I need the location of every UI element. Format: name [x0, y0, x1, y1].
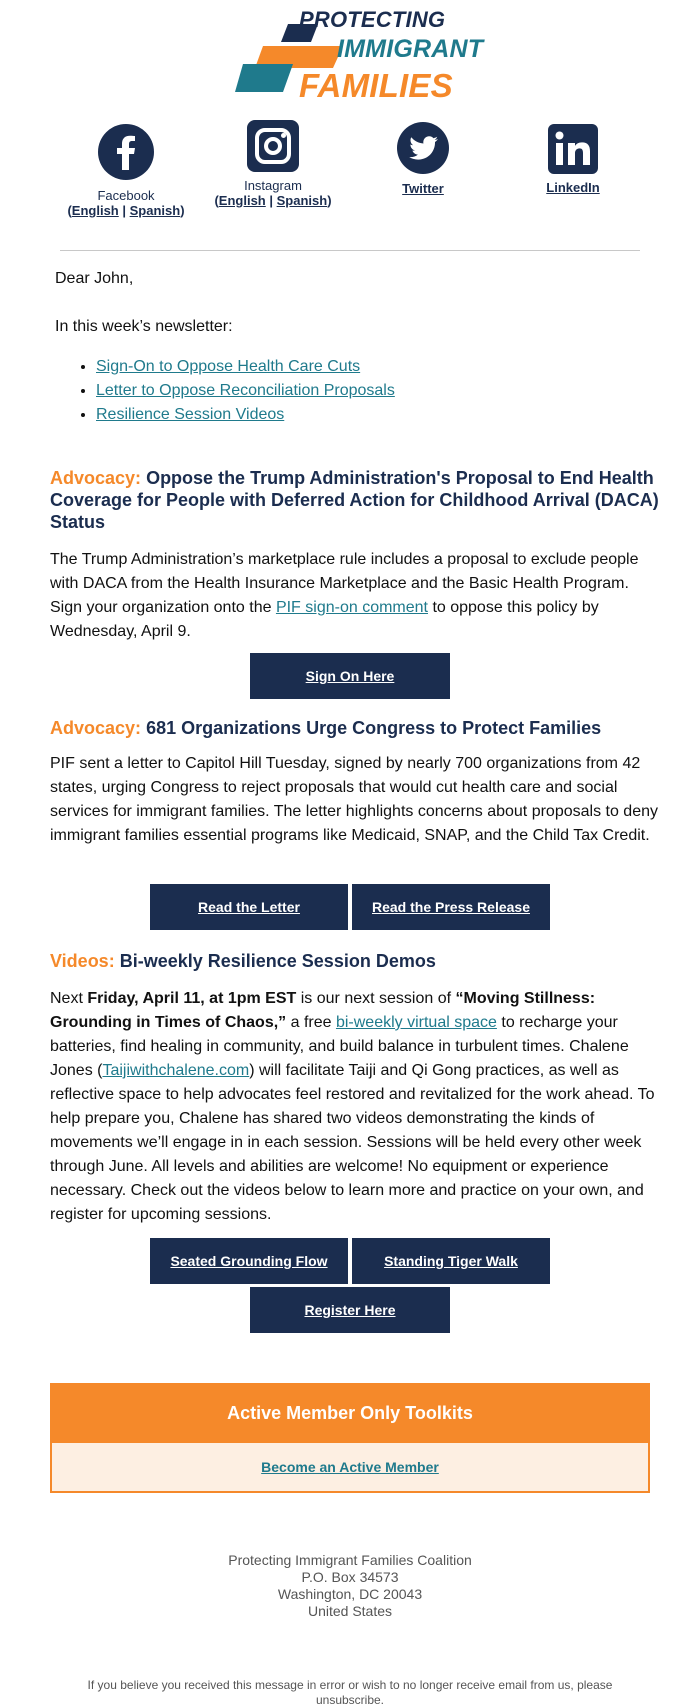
social-linkedin	[483, 124, 663, 195]
linkedin-link[interactable]: LinkedIn	[546, 180, 600, 195]
section1-body	[50, 548, 658, 644]
standing-tiger-button[interactable]: Standing Tiger Walk	[352, 1238, 550, 1284]
become-member-link[interactable]: Become an Active Member	[261, 1459, 439, 1475]
instagram-links: (English | Spanish)	[214, 193, 332, 208]
divider	[60, 250, 640, 251]
section2-heading	[50, 717, 660, 739]
footer-city: Washington, DC 20043	[277, 1586, 423, 1602]
list-item	[96, 403, 395, 427]
instagram-english-link[interactable]: English	[218, 193, 266, 208]
s3-text-4: to recharge your batteries, find healing in community, and build balance in turbulent times. Chalene Jones (	[50, 1014, 629, 1079]
toc-link-videos[interactable]: Resilience Session Videos	[96, 406, 285, 423]
greeting: Dear John,	[55, 270, 134, 287]
section3-body	[50, 987, 658, 1227]
section3-title: Bi-weekly Resilience Session Demos	[119, 951, 436, 971]
section1-tag: Advocacy:	[50, 468, 142, 488]
register-button[interactable]: Register Here	[250, 1287, 450, 1333]
facebook-english-link[interactable]: English	[71, 203, 119, 218]
section2-body: PIF sent a letter to Capitol Hill Tuesday, signed by nearly 700 organizations from 42 states, urging Congress to reject proposals that would cut health care and social services for immigrant families. The letter highlights concerns about proposals to deny immigrant families essential programs like Medicaid, SNAP, and the Child Tax Credit.	[50, 755, 658, 844]
toolkit-heading: Active Member Only Toolkits	[50, 1383, 650, 1443]
toolkit-box	[50, 1443, 650, 1493]
footer-org: Protecting Immigrant Families Coalition	[228, 1552, 472, 1568]
toc-link-letter[interactable]: Letter to Oppose Reconciliation Proposals	[96, 382, 395, 399]
facebook-links: (English | Spanish)	[67, 203, 185, 218]
facebook-icon[interactable]	[98, 124, 154, 180]
instagram-icon[interactable]	[247, 120, 299, 172]
seated-grounding-button[interactable]: Seated Grounding Flow	[150, 1238, 348, 1284]
unsubscribe-notice[interactable]: If you believe you received this message in error or wish to no longer receive email from us, please unsubscribe.	[87, 1678, 613, 1707]
section2-tag: Advocacy:	[50, 718, 142, 738]
logo-line-1: PROTECTING	[299, 7, 446, 32]
linkedin-icon[interactable]	[548, 124, 598, 174]
facebook-spanish-link[interactable]: Spanish	[129, 203, 181, 218]
logo-line-2: IMMIGRANT	[337, 35, 484, 63]
pif-logo	[233, 6, 484, 106]
twitter-link[interactable]: Twitter	[402, 181, 444, 196]
section1-text-b: to oppose this policy by Wednesday, April 9.	[50, 599, 599, 640]
section1-title: Oppose the Trump Administration's Proposal to End Health Coverage for People with Deferred Action for Childhood Arrival (DACA) Status	[50, 468, 659, 532]
s3-text-2: is our next session of	[296, 990, 456, 1007]
instagram-label: Instagram	[244, 178, 302, 193]
pif-signon-link[interactable]: PIF sign-on comment	[275, 599, 428, 616]
instagram-spanish-link[interactable]: Spanish	[276, 193, 328, 208]
facebook-label: Facebook	[97, 188, 155, 203]
twitter-icon[interactable]	[397, 122, 449, 174]
footer-address	[0, 1552, 700, 1620]
newsletter-toc	[50, 355, 395, 427]
read-letter-button[interactable]: Read the Letter	[150, 884, 348, 930]
intro-text: In this week’s newsletter:	[55, 318, 233, 335]
taiji-link[interactable]: Taijiwithchalene.com	[102, 1062, 250, 1079]
list-item	[96, 355, 395, 379]
section1-heading	[50, 467, 660, 533]
section2-title: 681 Organizations Urge Congress to Protect Families	[146, 718, 602, 738]
s3-text-3: a free	[286, 1014, 336, 1031]
s3-text-5: ) will facilitate Taiji and Qi Gong practices, as well as reflective space to help advocates feel restored and revitalized for the work ahead. To help prepare you, Chalene has shared two videos demonstrating the kinds of movements we’ll engage in in each session. Sessions will be held every other week through June. All levels and abilities are welcome! No equipment or experience necessary. Check out the videos below to learn more and practice on your own, and register for upcoming sessions.	[50, 1062, 655, 1223]
section1-text-a: The Trump Administration’s marketplace rule includes a proposal to exclude people with DACA from the Health Insurance Marketplace and the Basic Health Program. Sign your organization onto the	[50, 551, 639, 616]
s3-text-1: Next	[50, 990, 88, 1007]
biweekly-space-link[interactable]: bi-weekly virtual space	[335, 1014, 497, 1031]
footer-box: P.O. Box 34573	[301, 1569, 399, 1585]
s3-bold-title: “Moving Stillness: Grounding in Times of Chaos,”	[50, 990, 596, 1031]
s3-bold-date: Friday, April 11, at 1pm EST	[87, 990, 297, 1007]
logo-line-3: FAMILIES	[299, 67, 453, 104]
footer-country: United States	[307, 1603, 393, 1619]
section3-heading	[50, 950, 660, 972]
sign-on-button[interactable]: Sign On Here	[250, 653, 450, 699]
read-press-release-button[interactable]: Read the Press Release	[352, 884, 550, 930]
list-item	[96, 379, 395, 403]
toc-link-signon[interactable]: Sign-On to Oppose Health Care Cuts	[96, 358, 361, 375]
section3-tag: Videos:	[50, 951, 115, 971]
